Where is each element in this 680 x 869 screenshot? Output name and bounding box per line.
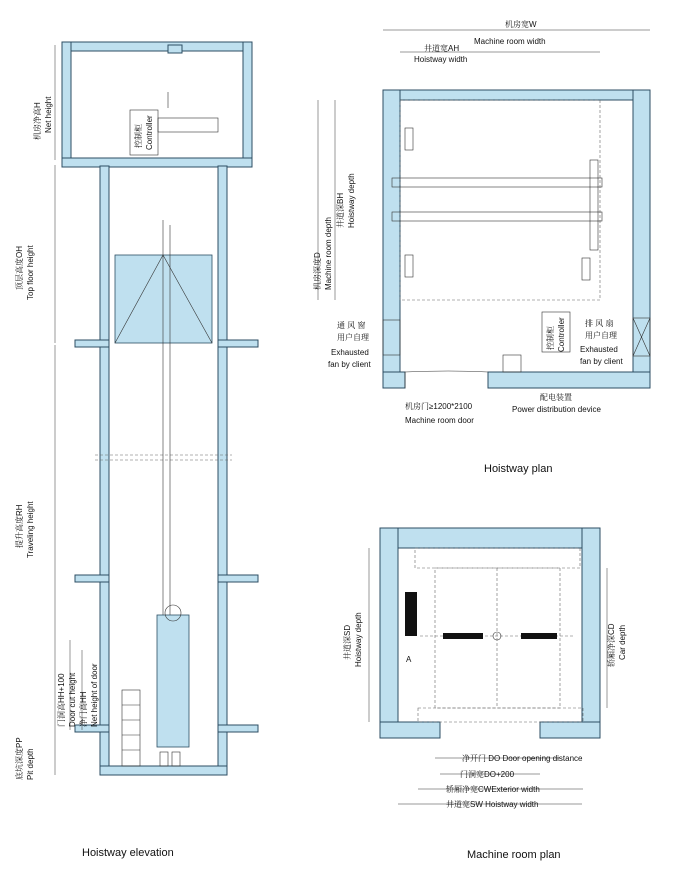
top-floor-height-en: Top floor height bbox=[26, 245, 35, 300]
hoistway-depth-en: Hoistway depth bbox=[347, 173, 356, 228]
elevator-car bbox=[115, 255, 212, 343]
plan-bottom-wall-left bbox=[383, 372, 405, 388]
traction-machine bbox=[158, 118, 218, 132]
machine-room-depth-en: Machine room depth bbox=[324, 217, 333, 290]
machine-room-width-cn: 机房宽W bbox=[505, 20, 537, 29]
machine-room-door-cn: 机房门≥1200*2100 bbox=[405, 402, 473, 411]
machine-room-roof bbox=[62, 42, 252, 51]
car-exterior-width: 轿厢净宽CWExterior width bbox=[446, 785, 540, 794]
net-door-height-en: Net height of door bbox=[90, 663, 99, 727]
fan-cn-2: 用户自理 bbox=[585, 331, 617, 340]
controller-cn: 控制柜 bbox=[134, 124, 143, 148]
mr-bottom-wall-right bbox=[540, 722, 600, 738]
door-cut-height-cn: 门洞高HH+100 bbox=[57, 673, 66, 727]
floor-slab bbox=[75, 340, 109, 347]
mr-hoistway-depth-en: Hoistway depth bbox=[354, 612, 363, 667]
traveling-height-en: Traveling height bbox=[26, 501, 35, 558]
machine-room-net-height-cn: 机房净高H bbox=[33, 102, 42, 140]
door-cut-height-en: Door cut height bbox=[68, 672, 77, 727]
mr-left-wall bbox=[380, 528, 398, 738]
plan-left-wall bbox=[383, 90, 400, 388]
plan-bottom-wall-right bbox=[488, 372, 650, 388]
mr-top-wall bbox=[380, 528, 600, 548]
car-depth-cn: 轿厢净深CD bbox=[607, 623, 616, 667]
beam-lower bbox=[392, 212, 602, 221]
hoistway-elevation bbox=[14, 42, 258, 859]
mr-hoistway-depth-cn: 井道深SD bbox=[343, 624, 352, 660]
door-hole-width: 门洞宽DO+200 bbox=[460, 770, 515, 779]
pit-depth-cn: 底坑深度PP bbox=[15, 737, 24, 780]
car-depth-en: Car depth bbox=[618, 624, 627, 660]
plan-controller-cn: 控制柜 bbox=[546, 326, 555, 350]
pit-depth-en: Pit depth bbox=[26, 748, 35, 780]
hoistway-width-cn: 井道宽AH bbox=[424, 44, 460, 53]
fan-cn-1: 排 风 扇 bbox=[585, 319, 614, 328]
hoistway-width-en: Hoistway width bbox=[414, 55, 468, 64]
machine-room-door-en: Machine room door bbox=[405, 416, 474, 425]
hoistway-depth-cn: 井道深BH bbox=[336, 192, 345, 228]
power-distribution-cn: 配电装置 bbox=[540, 393, 572, 402]
counterweight bbox=[157, 615, 189, 747]
ventilation-cn-2: 用户自理 bbox=[337, 333, 369, 342]
counterweight-block bbox=[405, 592, 417, 636]
traveling-height-cn: 提升高度RH bbox=[15, 504, 24, 548]
power-distribution-box bbox=[503, 355, 521, 372]
hoistway-outline bbox=[400, 100, 600, 300]
top-sill bbox=[415, 548, 580, 568]
controller-en: Controller bbox=[145, 115, 154, 150]
fan-en-2: fan by client bbox=[580, 357, 623, 366]
bottom-sill bbox=[418, 708, 583, 722]
plan-top-wall bbox=[383, 90, 650, 100]
machine-room-left-wall bbox=[62, 42, 71, 160]
mr-right-wall bbox=[582, 528, 600, 738]
rail-left bbox=[443, 633, 483, 639]
machine-room-plan bbox=[342, 528, 627, 861]
mr-hoistway-width: 井道宽SW Hoistway width bbox=[446, 800, 539, 809]
door-opening-distance: 净开门 DO Door opening distance bbox=[462, 754, 583, 763]
floor-slab bbox=[218, 575, 258, 582]
ventilation-en-2: fan by client bbox=[328, 360, 371, 369]
pit-ladder bbox=[122, 690, 140, 766]
net-door-height-cn: 净门高HH bbox=[79, 691, 88, 727]
plan-controller-en: Controller bbox=[557, 317, 566, 352]
hoistway-plan bbox=[312, 19, 650, 475]
ventilation-en-1: Exhausted bbox=[331, 348, 369, 357]
hoistway-left-wall bbox=[100, 166, 109, 766]
floor-slab bbox=[75, 575, 109, 582]
mr-bottom-wall-left bbox=[380, 722, 440, 738]
hoistway-elevation-title: Hoistway elevation bbox=[82, 847, 174, 859]
floor-slab bbox=[218, 725, 258, 732]
machine-room-door-swing bbox=[405, 371, 488, 388]
hook-block bbox=[168, 45, 182, 53]
pit-floor bbox=[100, 766, 227, 775]
fan-en-1: Exhausted bbox=[580, 345, 618, 354]
machine-room-depth-cn: 机房深度D bbox=[313, 252, 322, 290]
plan-right-wall bbox=[633, 90, 650, 388]
ventilation-cn-1: 通 风 窗 bbox=[337, 321, 366, 330]
floor-slab bbox=[218, 340, 258, 347]
arrow-label: A bbox=[406, 655, 412, 664]
beam-upper bbox=[392, 178, 602, 187]
rail-right bbox=[521, 633, 557, 639]
hoistway-plan-title: Hoistway plan bbox=[484, 463, 553, 475]
power-distribution-en: Power distribution device bbox=[512, 405, 601, 414]
machine-room-plan-title: Machine room plan bbox=[467, 849, 561, 861]
machine-room-net-height-en: Net height bbox=[44, 96, 53, 133]
machine-room-right-wall bbox=[243, 42, 252, 160]
hoistway-right-wall bbox=[218, 166, 227, 766]
top-floor-height-cn: 顶层高度OH bbox=[15, 246, 24, 290]
machine-room-width-en: Machine room width bbox=[474, 37, 546, 46]
